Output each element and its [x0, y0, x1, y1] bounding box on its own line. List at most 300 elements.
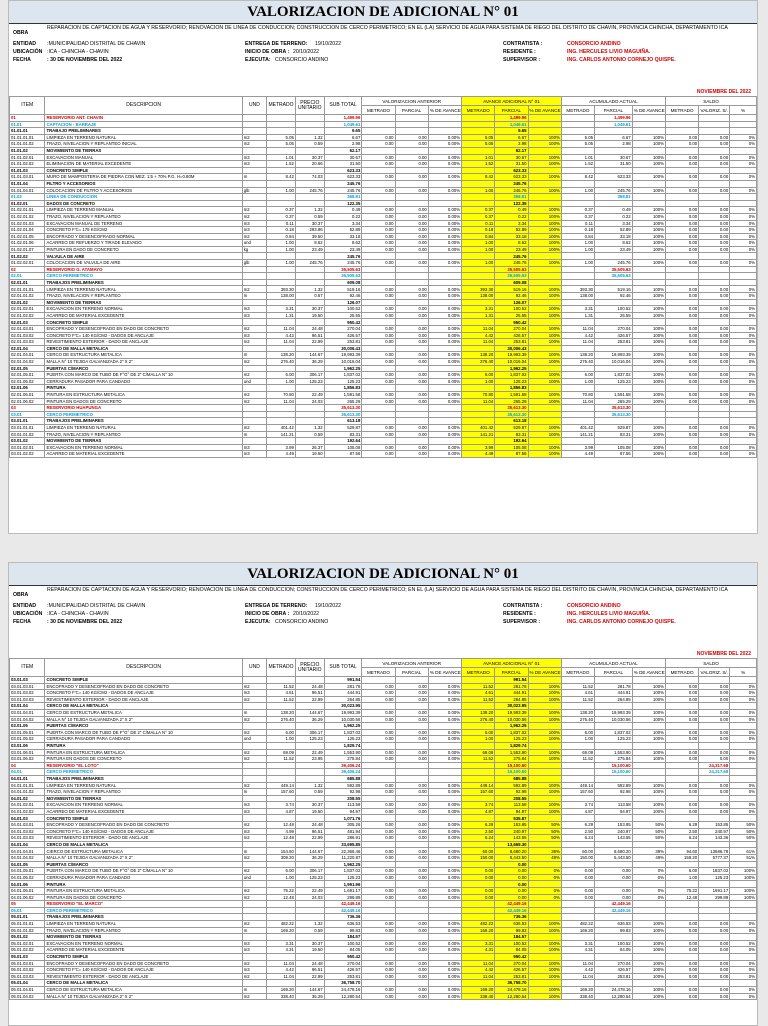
- cell-und: [242, 405, 266, 412]
- cell-metrado: [267, 180, 296, 187]
- cell-descripcion: RESERVORIO "EL LOTO": [45, 762, 242, 769]
- cell-ant-metrado: 0.00: [362, 332, 395, 339]
- cell-ant-metrado: 0.00: [362, 451, 395, 458]
- cell-ant-metrado: 0.00: [362, 141, 395, 148]
- cell-av-parcial: 1,499.96: [495, 115, 528, 122]
- cell-ac-pct: 50%: [632, 828, 665, 835]
- cell-und: m2: [242, 696, 266, 703]
- cell-metrado: 3.74: [267, 802, 296, 809]
- cell-av-metrado: 11.04: [462, 326, 495, 333]
- cell-ant-pct: [428, 200, 461, 207]
- cell-av-metrado: 1.00: [462, 246, 495, 253]
- table-row: [10, 973, 757, 980]
- cell-metrado: [267, 861, 296, 868]
- cell-sal-pct: 0%: [730, 213, 757, 220]
- cell-metrado: 157.60: [267, 789, 296, 796]
- cell-sal-pct: [730, 200, 757, 207]
- cell-ant-pct: 0.00%: [428, 306, 461, 313]
- cell-ant-parcial: 0.00: [395, 378, 428, 385]
- cell-und: m: [242, 709, 266, 716]
- cell-ant-metrado: 0.00: [362, 782, 395, 789]
- cell-ant-pct: [428, 703, 461, 710]
- cell-av-metrado: 5.05: [462, 134, 495, 141]
- cell-sal-pct: 0%: [730, 749, 757, 756]
- cell-item: 01.01.04: [10, 180, 45, 187]
- cell-ac-metrado: 1.00: [561, 260, 594, 267]
- cell-ac-pct: 100%: [632, 352, 665, 359]
- cell-descripcion: LIMPIEZA EN TERRENO NATURAL: [45, 424, 242, 431]
- cell-descripcion: PINTURA EN DADOS DE CONCRETO: [45, 894, 242, 901]
- cell-av-metrado: 0.00: [462, 894, 495, 901]
- cell-und: m2: [242, 233, 266, 240]
- cell-sal-pct: 0%: [730, 802, 757, 809]
- cell-av-pct: [528, 147, 561, 154]
- cell-subtotal: 245.76: [324, 260, 362, 267]
- cell-metrado: 169.20: [267, 927, 296, 934]
- table-row: [10, 200, 757, 207]
- cell-descripcion: PINTURA: [45, 385, 242, 392]
- cell-item: 05: [10, 901, 45, 908]
- cell-und: glb: [242, 187, 266, 194]
- cell-av-parcial: 0.00: [495, 861, 528, 868]
- cell-ant-metrado: [362, 907, 395, 914]
- cell-ant-pct: 0.00%: [428, 391, 461, 398]
- cell-ac-parcial: 87.56: [595, 451, 633, 458]
- cell-ac-parcial: 6.67: [595, 134, 633, 141]
- cell-ac-metrado: [561, 907, 594, 914]
- cell-und: und: [242, 736, 266, 743]
- cell-av-pct: [528, 200, 561, 207]
- cell-ac-metrado: [561, 121, 594, 128]
- cell-metrado: [267, 914, 296, 921]
- cell-sal-pct: 0%: [730, 690, 757, 697]
- cell-item: 02.01.05: [10, 365, 45, 372]
- cell-ant-metrado: 0.00: [362, 227, 395, 234]
- cell-ant-pct: 0.00%: [428, 378, 461, 385]
- cell-ac-parcial: 0.00: [595, 888, 633, 895]
- cell-metrado: 1.00: [267, 736, 296, 743]
- cell-subtotal: 113.58: [324, 802, 362, 809]
- cell-descripcion: ELIMINACION DE MATERIAL EXCEDENTE: [45, 161, 242, 168]
- inicio-label: INICIO DE OBRA :: [245, 49, 290, 55]
- cell-ant-pct: 0.00%: [428, 696, 461, 703]
- cell-av-metrado: 449.14: [462, 782, 495, 789]
- cell-subtotal: 30,006.43: [324, 345, 362, 352]
- cell-ac-parcial: 83.31: [595, 431, 633, 438]
- cell-metrado: [267, 299, 296, 306]
- col-ant-metrado: METRADO: [362, 106, 395, 115]
- cell-precio: 30.37: [295, 154, 324, 161]
- cell-av-pct: [528, 795, 561, 802]
- cell-ac-parcial: [595, 180, 633, 187]
- cell-metrado: 75.22: [267, 888, 296, 895]
- cell-ac-metrado: 1.52: [561, 161, 594, 168]
- cell-sal-pct: 0%: [730, 240, 757, 247]
- cell-av-pct: 100%: [528, 174, 561, 181]
- cell-sal-metrado: 0.00: [665, 339, 698, 346]
- cell-sal-pct: 0%: [730, 960, 757, 967]
- cell-und: [242, 167, 266, 174]
- cell-ac-parcial: 35,505.63: [595, 266, 633, 273]
- cell-av-parcial: 208.55: [495, 795, 528, 802]
- cell-sal-valoriz: [699, 405, 730, 412]
- cell-und: [242, 881, 266, 888]
- cell-ac-metrado: 1.00: [561, 187, 594, 194]
- cell-ac-parcial: [595, 914, 633, 921]
- cell-item: 02.01.03.01: [10, 326, 45, 333]
- cell-ac-metrado: 4.61: [561, 690, 594, 697]
- cell-ant-parcial: 0.00: [395, 233, 428, 240]
- cell-descripcion: LIMPIEZA DE TERRENO MANUAL: [45, 207, 242, 214]
- cell-subtotal: 36,758.70: [324, 980, 362, 987]
- cell-und: [242, 194, 266, 201]
- cell-und: [242, 365, 266, 372]
- cell-ant-parcial: 0.00: [395, 736, 428, 743]
- cell-subtotal: 950.42: [324, 319, 362, 326]
- cell-ant-parcial: [395, 841, 428, 848]
- cell-ac-parcial: 592.89: [595, 782, 633, 789]
- cell-ant-parcial: 0.00: [395, 716, 428, 723]
- cell-precio: [295, 742, 324, 749]
- ejecuta-label: EJECUTA:: [245, 57, 271, 63]
- cell-av-parcial: 8,680.20: [495, 848, 528, 855]
- cell-ant-pct: [428, 115, 461, 122]
- cell-subtotal: 10,030.56: [324, 716, 362, 723]
- cell-und: m2: [242, 339, 266, 346]
- cell-ac-parcial: [595, 775, 633, 782]
- cell-metrado: 4.99: [267, 828, 296, 835]
- cell-ant-pct: 0.00%: [428, 920, 461, 927]
- cell-av-parcial: 125.23: [495, 378, 528, 385]
- cell-ant-metrado: 0.00: [362, 174, 395, 181]
- cell-sal-metrado: 75.22: [665, 888, 698, 895]
- cell-av-pct: 100%: [528, 339, 561, 346]
- cell-und: m3: [242, 967, 266, 974]
- cell-sal-pct: 0%: [730, 782, 757, 789]
- col-av-metrado: METRADO: [462, 106, 495, 115]
- cell-sal-pct: 0%: [730, 789, 757, 796]
- cell-ac-pct: [632, 934, 665, 941]
- cell-und: [242, 953, 266, 960]
- cell-sal-pct: 0%: [730, 451, 757, 458]
- cell-ant-parcial: [395, 273, 428, 280]
- cell-ant-pct: 0.00%: [428, 293, 461, 300]
- cell-ant-pct: 0.00%: [428, 736, 461, 743]
- cell-ac-parcial: 270.04: [595, 960, 633, 967]
- table-row: [10, 444, 757, 451]
- cell-metrado: [267, 273, 296, 280]
- cell-ac-metrado: 1.00: [561, 246, 594, 253]
- cell-ac-parcial: 1,553.90: [595, 749, 633, 756]
- cell-av-pct: [528, 980, 561, 987]
- cell-av-pct: [528, 742, 561, 749]
- cell-ant-parcial: 0.00: [395, 246, 428, 253]
- cell-ant-parcial: [395, 907, 428, 914]
- cell-sal-metrado: 0.00: [665, 293, 698, 300]
- cell-sal-pct: 0%: [730, 358, 757, 365]
- cell-subtotal: 253.81: [324, 339, 362, 346]
- supervisor-label: SUPERVISOR :: [503, 619, 541, 625]
- cell-descripcion: CIERCO DE ESTRUCTURA METALICA: [45, 848, 242, 855]
- cell-ant-pct: [428, 438, 461, 445]
- cell-ant-parcial: 0.00: [395, 835, 428, 842]
- cell-av-metrado: 1.00: [462, 736, 495, 743]
- cell-av-metrado: 4.49: [462, 451, 495, 458]
- cell-descripcion: REVESTIMIENTO EXTERIOR - DADO DE ANCLAJE: [45, 696, 242, 703]
- cell-sal-valoriz: 143.36: [699, 835, 730, 842]
- cell-ant-metrado: [362, 345, 395, 352]
- cell-sal-valoriz: 0.00: [699, 444, 730, 451]
- cell-ant-parcial: 0.00: [395, 220, 428, 227]
- cell-descripcion: TRABAJOS PRELIMINARES: [45, 418, 242, 425]
- cell-sal-pct: 0%: [730, 207, 757, 214]
- entrega-label: ENTREGA DE TERRENO:: [245, 41, 308, 47]
- cell-item: 02.01.04: [10, 345, 45, 352]
- cell-sal-valoriz: [699, 121, 730, 128]
- cell-sal-valoriz: [699, 167, 730, 174]
- cell-subtotal: 100.52: [324, 940, 362, 947]
- cell-av-metrado: [462, 147, 495, 154]
- cell-sal-valoriz: 0.00: [699, 736, 730, 743]
- cell-subtotal: 19,993.39: [324, 709, 362, 716]
- cell-metrado: [267, 723, 296, 730]
- cell-metrado: 8.42: [267, 174, 296, 181]
- cell-av-pct: [528, 815, 561, 822]
- cell-descripcion: CONCRETO SIMPLE: [45, 815, 242, 822]
- cell-av-metrado: 0.37: [462, 207, 495, 214]
- cell-av-metrado: [462, 418, 495, 425]
- cell-metrado: 6.00: [267, 729, 296, 736]
- cell-ac-pct: 50%: [632, 822, 665, 829]
- table-row: [10, 709, 757, 716]
- cell-descripcion: COLOCACION DE FILTRO Y ACCESORIOS: [45, 187, 242, 194]
- table-row: [10, 782, 757, 789]
- cell-sal-valoriz: 0.00: [699, 358, 730, 365]
- cell-item: 01.02.01.02: [10, 213, 45, 220]
- cell-ant-pct: 0.00%: [428, 141, 461, 148]
- cell-av-metrado: 11.04: [462, 960, 495, 967]
- cell-av-pct: 100%: [528, 808, 561, 815]
- cell-und: m2: [242, 358, 266, 365]
- cell-item: 01.02.01: [10, 200, 45, 207]
- cell-ac-metrado: [561, 901, 594, 908]
- cell-sal-valoriz: 0.00: [699, 352, 730, 359]
- cell-sal-metrado: 0.00: [665, 352, 698, 359]
- cell-item: 05.01.04.01: [10, 986, 45, 993]
- entidad-value: :MUNICIPALIDAD DISTRITAL DE CHAVIN: [47, 603, 146, 609]
- cell-sal-metrado: 0.00: [665, 326, 698, 333]
- cell-ac-pct: 100%: [632, 141, 665, 148]
- cell-ac-metrado: 482.22: [561, 920, 594, 927]
- cell-ac-pct: 100%: [632, 134, 665, 141]
- cell-ant-parcial: [395, 980, 428, 987]
- cell-sal-pct: [730, 815, 757, 822]
- table-row: [10, 312, 757, 319]
- cell-ant-metrado: 0.00: [362, 947, 395, 954]
- cell-subtotal: 685.88: [324, 775, 362, 782]
- cell-av-pct: 100%: [528, 431, 561, 438]
- obra-label: OBRA: [13, 30, 29, 36]
- cell-av-pct: 100%: [528, 683, 561, 690]
- cell-descripcion: PUERTA CON MARCO DE TUBO DE F°G° DE 2" C/MALLA N° 10: [45, 868, 242, 875]
- cell-ant-pct: 0.00%: [428, 888, 461, 895]
- cell-sal-metrado: 159.20: [665, 855, 698, 862]
- cell-subtotal: 444.91: [324, 690, 362, 697]
- cell-ac-metrado: 1.00: [561, 240, 594, 247]
- cell-sal-metrado: 0.00: [665, 332, 698, 339]
- cell-sal-valoriz: [699, 815, 730, 822]
- cell-sal-pct: [730, 775, 757, 782]
- cell-metrado: 138.20: [267, 352, 296, 359]
- cell-ac-metrado: 0.00: [561, 894, 594, 901]
- table-row: [10, 894, 757, 901]
- cell-metrado: [267, 345, 296, 352]
- cell-sal-valoriz: 0.00: [699, 960, 730, 967]
- cell-precio: 96.51: [295, 967, 324, 974]
- cell-ac-parcial: 92.98: [595, 789, 633, 796]
- cell-descripcion: EXCAVACION EN TERRENO NORMAL: [45, 444, 242, 451]
- cell-ant-pct: 0.00%: [428, 326, 461, 333]
- cell-ant-parcial: [395, 180, 428, 187]
- cell-und: m3: [242, 940, 266, 947]
- group-avance: AVANCE ADICIONAL N° 01: [462, 659, 562, 668]
- col-sal-pct: %: [730, 668, 757, 677]
- cell-sal-metrado: 0.00: [665, 220, 698, 227]
- cell-av-parcial: 270.04: [495, 960, 528, 967]
- cell-precio: [295, 411, 324, 418]
- cell-ant-pct: [428, 253, 461, 260]
- cell-metrado: 482.22: [267, 920, 296, 927]
- cell-precio: 36.29: [295, 716, 324, 723]
- cell-ant-metrado: 0.00: [362, 312, 395, 319]
- cell-ac-metrado: [561, 723, 594, 730]
- cell-metrado: [267, 411, 296, 418]
- col-descripcion: DESCRIPCION: [45, 659, 242, 677]
- cell-subtotal: 10,016.04: [324, 358, 362, 365]
- cell-av-metrado: 3.31: [462, 940, 495, 947]
- cell-av-metrado: [462, 438, 495, 445]
- cell-ac-pct: 100%: [632, 749, 665, 756]
- table-row: [10, 815, 757, 822]
- cell-ant-metrado: 0.00: [362, 246, 395, 253]
- ejecuta-value: CONSORCIO ANDINO: [275, 619, 329, 625]
- cell-ac-pct: [632, 769, 665, 776]
- cell-ant-parcial: 0.00: [395, 187, 428, 194]
- cell-ac-pct: 100%: [632, 207, 665, 214]
- valorizacion-sheet-2: [8, 562, 758, 1026]
- cell-sal-pct: 0%: [730, 352, 757, 359]
- cell-ant-metrado: 0.00: [362, 207, 395, 214]
- cell-ant-metrado: 0.00: [362, 894, 395, 901]
- cell-ac-parcial: 10,030.56: [595, 716, 633, 723]
- cell-descripcion: MOVIMIENTO DE TIERRAS: [45, 795, 242, 802]
- cell-av-metrado: [462, 881, 495, 888]
- cell-ant-metrado: 0.00: [362, 358, 395, 365]
- cell-ant-metrado: 0.00: [362, 729, 395, 736]
- cell-ant-pct: [428, 881, 461, 888]
- cell-sal-valoriz: 0.00: [699, 729, 730, 736]
- cell-subtotal: 192.64: [324, 438, 362, 445]
- cell-ac-parcial: 3.34: [595, 220, 633, 227]
- cell-ant-parcial: 0.00: [395, 134, 428, 141]
- cell-sal-pct: [730, 914, 757, 921]
- cell-sal-valoriz: 0.00: [699, 683, 730, 690]
- cell-av-parcial: 1,856.83: [495, 385, 528, 392]
- cell-ac-parcial: 125.23: [595, 736, 633, 743]
- cell-sal-pct: [730, 319, 757, 326]
- cell-precio: 23.95: [295, 756, 324, 763]
- cell-und: m3: [242, 220, 266, 227]
- cell-precio: 19.50: [295, 947, 324, 954]
- cell-ant-parcial: 0.00: [395, 683, 428, 690]
- cell-ac-pct: 100%: [632, 220, 665, 227]
- cell-sal-valoriz: [699, 365, 730, 372]
- cell-ac-pct: [632, 115, 665, 122]
- cell-ac-pct: [632, 180, 665, 187]
- cell-item: 01.02: [10, 194, 45, 201]
- cell-sal-metrado: 0.00: [665, 233, 698, 240]
- table-row: [10, 194, 757, 201]
- fecha-value: : 30 DE NOVIEMBRE DEL 2022: [47, 57, 123, 63]
- cell-item: 01.01.01.01: [10, 134, 45, 141]
- cell-ac-metrado: 4.42: [561, 967, 594, 974]
- cell-ac-pct: 100%: [632, 709, 665, 716]
- cell-precio: [295, 253, 324, 260]
- cell-descripcion: CERCO DE ESTRUCTURA METALICA: [45, 709, 242, 716]
- cell-ant-pct: [428, 775, 461, 782]
- cell-av-metrado: [462, 742, 495, 749]
- cell-sal-pct: 0%: [730, 312, 757, 319]
- table-row: [10, 286, 757, 293]
- cell-precio: 22.99: [295, 696, 324, 703]
- cell-und: m2: [242, 286, 266, 293]
- cell-sal-metrado: 0.00: [665, 986, 698, 993]
- cell-av-metrado: [462, 769, 495, 776]
- cell-ac-parcial: 636.53: [595, 920, 633, 927]
- cell-ant-pct: [428, 266, 461, 273]
- cell-item: 04: [10, 762, 45, 769]
- cell-av-pct: [528, 677, 561, 684]
- cell-ac-pct: 100%: [632, 451, 665, 458]
- table-row: [10, 279, 757, 286]
- cell-precio: 24.48: [295, 960, 324, 967]
- cell-ant-pct: 0.00%: [428, 835, 461, 842]
- cell-ant-metrado: [362, 881, 395, 888]
- cell-und: [242, 914, 266, 921]
- cell-ant-pct: 0.00%: [428, 868, 461, 875]
- cell-metrado: 0.18: [267, 227, 296, 234]
- obra-text: REPARACION DE CAPTACION DE AGUA Y RESERVORIO; RENOVACION DE LINEA DE CONDUCCION; CONSTRUCCION DE CERCO PERIMETRICO; EN EL (LA) SERVICIO DE AGUA PARA SISTEMA DE RIEGO DEL DISTRITO DE CHAVIN, PROVINCIA CHINCHA, DEPARTAMENTO ICA: [47, 587, 728, 593]
- cell-av-parcial: 36,758.70: [495, 980, 528, 987]
- cell-av-pct: [528, 319, 561, 326]
- cell-ac-parcial: 0.00: [595, 868, 633, 875]
- cell-ant-metrado: [362, 365, 395, 372]
- cell-sal-valoriz: 0.00: [699, 213, 730, 220]
- cell-sal-metrado: [665, 914, 698, 921]
- cell-av-parcial: 1,962.25: [495, 365, 528, 372]
- cell-metrado: 1.00: [267, 240, 296, 247]
- cell-item: 04.01.06.02: [10, 894, 45, 901]
- cell-sal-pct: 0%: [730, 736, 757, 743]
- cell-sal-pct: 0%: [730, 431, 757, 438]
- cell-sal-valoriz: 0.00: [699, 378, 730, 385]
- cell-descripcion: MALLA N° 10 TEJIDA GALVANIZADA 2" X 2": [45, 993, 242, 1000]
- cell-sal-valoriz: [699, 795, 730, 802]
- cell-av-parcial: 245.76: [495, 187, 528, 194]
- cell-item: 02.01: [10, 273, 45, 280]
- cell-subtotal: 991.54: [324, 677, 362, 684]
- cell-ac-parcial: [595, 677, 633, 684]
